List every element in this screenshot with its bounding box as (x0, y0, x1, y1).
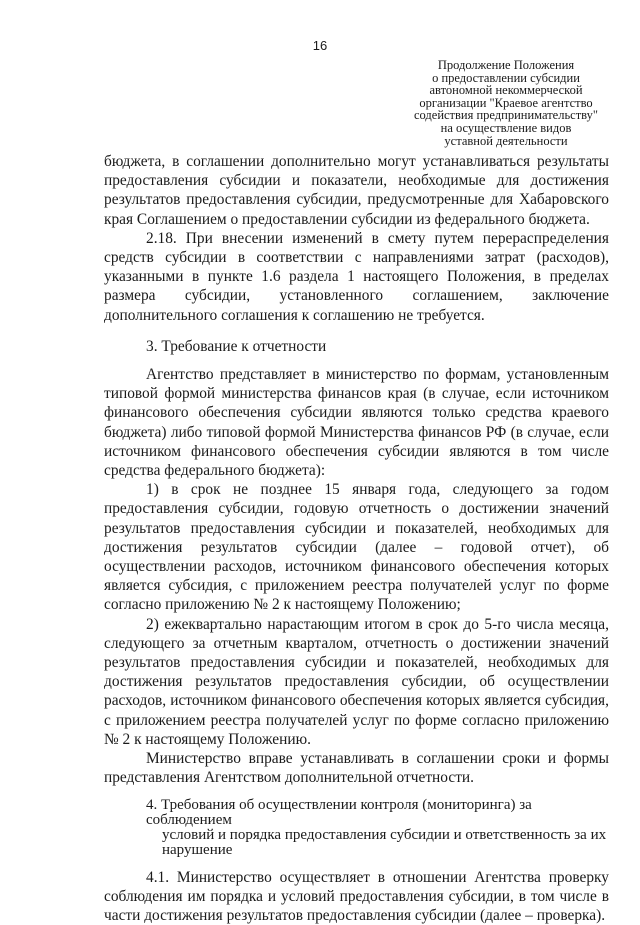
header-line: на осуществление видов (395, 122, 617, 135)
document-header (395, 59, 617, 147)
section-4-heading-line1: 4. Требования об осуществлении контроля (мониторинга) за соблюдением (146, 798, 609, 828)
paragraph-item-1: 1) в срок не позднее 15 января года, следующего за годом предоставления субсидии, годовую отчетность о достижении значений результатов предоставления субсидии и показателей, необходимых для достижения результатов субсидии (далее – годовой отчет), об осуществлении расходов, источником финансового обеспечения которых является субсидия, с приложением реестра получателей услуг по форме согласно приложению № 2 к настоящему Положению; (104, 480, 609, 614)
header-line: автономной некоммерческой (395, 84, 617, 97)
paragraph-continuation: бюджета, в соглашении дополнительно могут устанавливаться результаты предоставления субсидии и показатели, необходимые для достижения результатов предоставления субсидии, предусмотренные для Хабаровского края Соглашением о предоставлении субсидии из федерального бюджета. (104, 152, 609, 229)
header-line: о предоставлении субсидии (395, 72, 617, 85)
page-number: 16 (0, 38, 640, 53)
paragraph-additional-reporting: Министерство вправе устанавливать в соглашении сроки и формы представления Агентством дополнительной отчетности. (104, 749, 609, 787)
header-line: организации "Краевое агентство (395, 97, 617, 110)
header-line: Продолжение Положения (395, 59, 617, 72)
section-4-heading (146, 798, 609, 858)
header-line: содействия предпринимательству" (395, 109, 617, 122)
paragraph-2-18: 2.18. При внесении изменений в смету путем перераспределения средств субсидии в соответствии с направлениями затрат (расходов), указанными в пункте 1.6 раздела 1 настоящего Положения, в пределах размера субсидии, установленного соглашением, заключение дополнительного соглашения к соглашению не требуется. (104, 229, 609, 325)
paragraph-item-2: 2) ежеквартально нарастающим итогом в срок до 5-го числа месяца, следующего за отчетным кварталом, отчетность о достижении значений результатов предоставления субсидии и показателей, необходимых для достижения результатов предоставления субсидии, об осуществлении расходов, источником финансового обеспечения которых является субсидия, с приложением реестра получателей услуг по форме согласно приложению № 2 к настоящему Положению. (104, 615, 609, 749)
paragraph-reporting-intro: Агентство представляет в министерство по формам, установленным типовой формой министерства финансов края (в случае, если источником финансового обеспечения субсидии являются только средства краевого бюджета) либо типовой формой Министерства финансов РФ (в случае, если источником финансового обеспечения субсидии являются в том числе средства федерального бюджета): (104, 365, 609, 480)
section-3-heading: 3. Требование к отчетности (104, 337, 609, 356)
section-4-heading-rest: условий и порядка предоставления субсидии и ответственность за их нарушение (146, 828, 609, 858)
paragraph-4-1: 4.1. Министерство осуществляет в отношении Агентства проверку соблюдения им порядка и условий предоставления субсидии, в том числе в части достижения результатов предоставления субсидии (далее – проверка). (104, 868, 609, 925)
header-line: уставной деятельности (395, 135, 617, 148)
document-body (104, 152, 609, 925)
